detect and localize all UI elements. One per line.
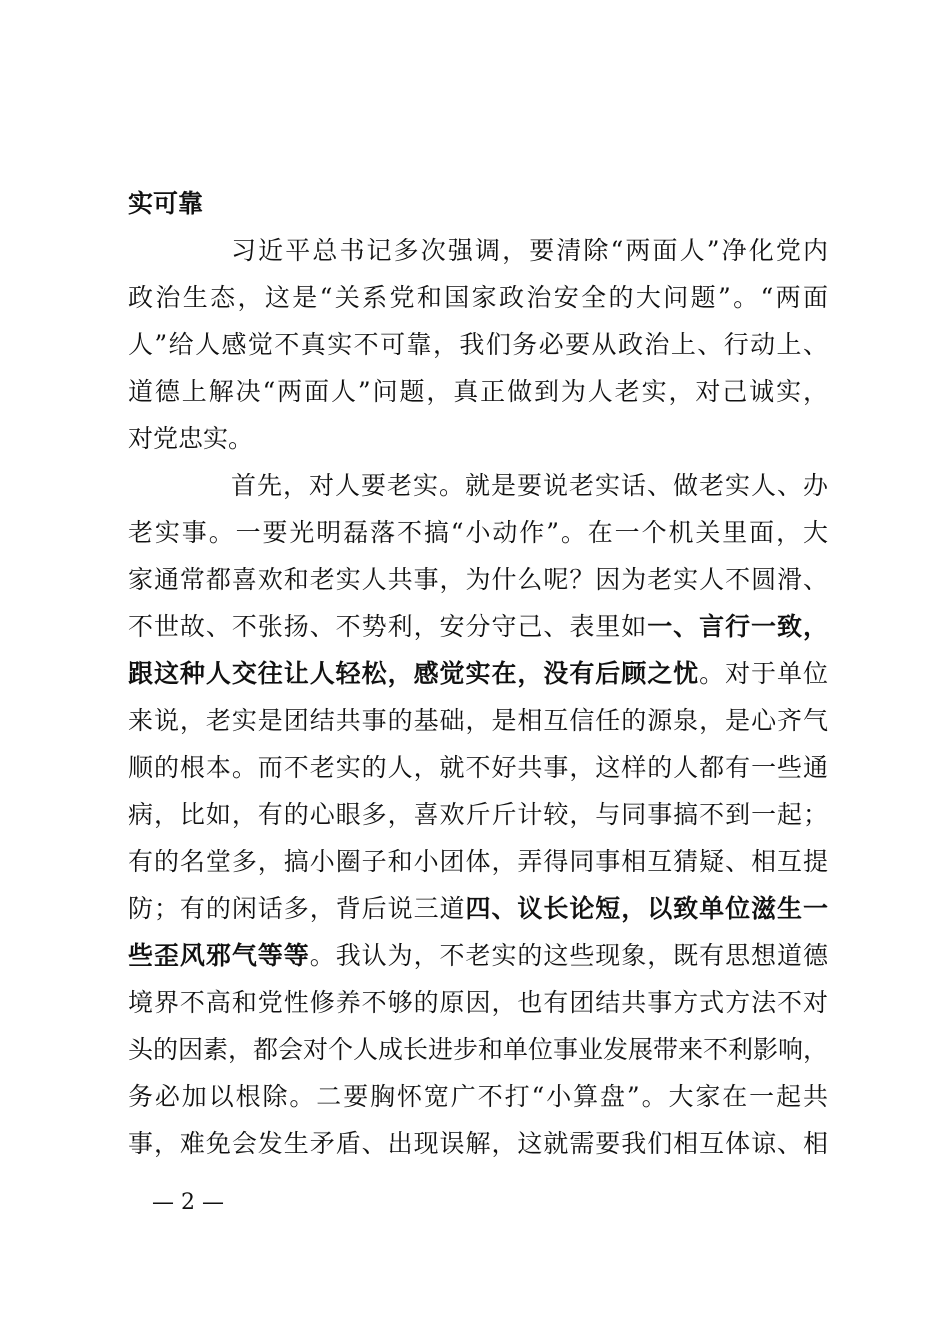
paragraph-1-line-1: 习近平总书记多次强调，要清除“两面人”净化党内 bbox=[231, 236, 828, 265]
paragraph-2-line-14: 务必加以根除。二要胸怀宽广不打“小算盘”。大家在一起共 bbox=[128, 1082, 828, 1111]
line-11-bold-text: 些歪风邪气等等 bbox=[128, 941, 310, 970]
paragraph-2-line-7: 顺的根本。而不老实的人，就不好共事，这样的人都有一些通 bbox=[128, 753, 828, 782]
paragraph-2-line-6: 来说，老实是团结共事的基础，是相互信任的源泉，是心齐气 bbox=[128, 706, 828, 735]
section-heading-continuation: 实可靠 bbox=[128, 189, 204, 218]
paragraph-2-line-12: 境界不高和党性修养不够的原因，也有团结共事方式方法不对 bbox=[128, 988, 828, 1017]
line-4-bold-text: 一、言行一致， bbox=[647, 612, 828, 641]
paragraph-2-line-5 bbox=[128, 650, 828, 697]
paragraph-2-line-10 bbox=[128, 885, 828, 932]
line-10-normal-text: 防；有的闲话多，背后说三道 bbox=[128, 894, 466, 923]
body-text bbox=[128, 180, 828, 1167]
paragraph-2-line-4 bbox=[128, 603, 828, 650]
paragraph-2-line-8: 病，比如，有的心眼多，喜欢斤斤计较，与同事搞不到一起； bbox=[128, 800, 828, 829]
paragraph-2-line-3: 家通常都喜欢和老实人共事，为什么呢？因为老实人不圆滑、 bbox=[128, 565, 828, 594]
paragraph-1-line-2: 政治生态，这是“关系党和国家政治安全的大问题”。“两面 bbox=[128, 283, 828, 312]
paragraph-1-line-4: 道德上解决“两面人”问题，真正做到为人老实，对己诚实， bbox=[128, 377, 828, 406]
line-4-normal-text: 不世故、不张扬、不势利，安分守己、表里如 bbox=[128, 612, 648, 641]
paragraph-2-line-15: 事，难免会发生矛盾、出现误解，这就需要我们相互体谅、相 bbox=[128, 1129, 828, 1158]
line-10-bold-text: 四、议长论短，以致单位滋生一 bbox=[465, 894, 828, 923]
paragraph-1-line-3: 人”给人感觉不真实不可靠，我们务必要从政治上、行动上、 bbox=[128, 330, 828, 359]
line-5-normal-text: 。对于单位 bbox=[699, 659, 828, 688]
paragraph-1-line-5: 对党忠实。 bbox=[128, 424, 254, 453]
page-number: — 2 — bbox=[152, 1190, 224, 1215]
paragraph-2-line-1: 首先，对人要老实。就是要说老实话、做老实人、办 bbox=[231, 471, 828, 500]
paragraph-2-line-13: 头的因素，都会对个人成长进步和单位事业发展带来不利影响， bbox=[128, 1035, 829, 1064]
paragraph-2-line-11 bbox=[128, 932, 828, 979]
paragraph-2-line-9: 有的名堂多，搞小圈子和小团体，弄得同事相互猜疑、相互提 bbox=[128, 847, 828, 876]
line-11-normal-text: 。我认为，不老实的这些现象，既有思想道德 bbox=[309, 941, 828, 970]
line-5-bold-text: 跟这种人交往让人轻松，感觉实在，没有后顾之忧 bbox=[128, 659, 700, 688]
paragraph-2-line-2: 老实事。一要光明磊落不搞“小动作”。在一个机关里面，大 bbox=[128, 518, 828, 547]
